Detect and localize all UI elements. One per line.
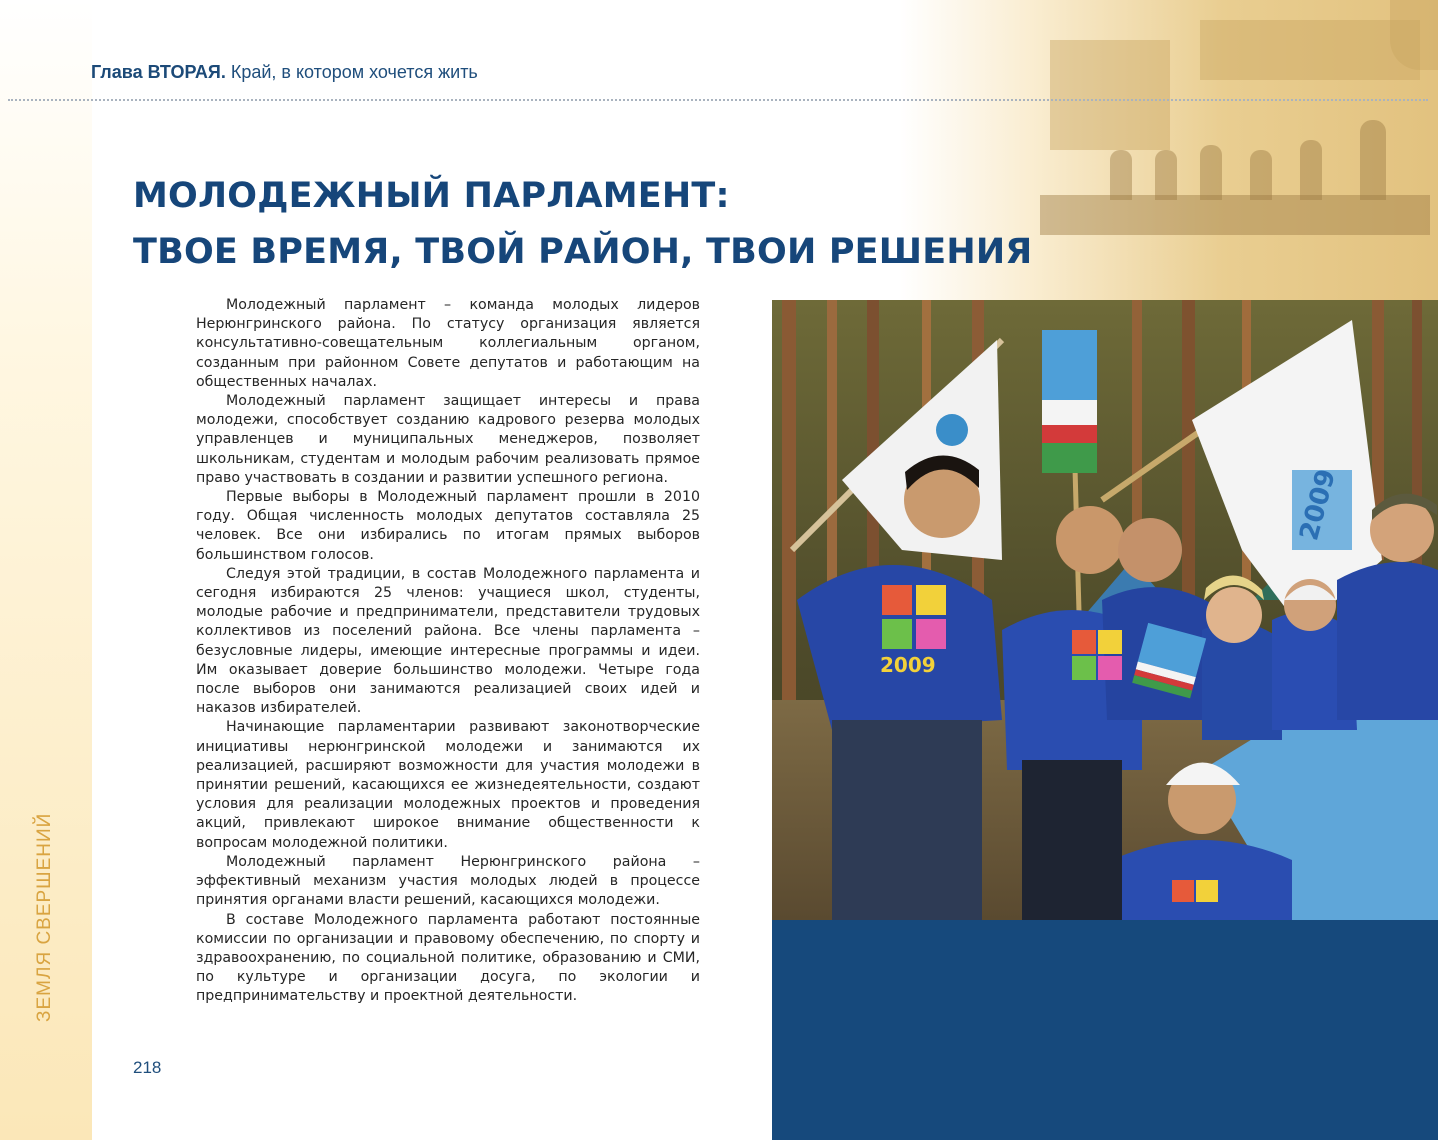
svg-text:2009: 2009 [1294,466,1342,544]
chapter-subtitle: Край, в котором хочется жить [225,62,478,82]
article-paragraph-7: В составе Молодежного парламента работают постоянные комиссии по организации и правовому обеспечению, по спорту и здравоохранению, по социальной политике, образованию и СМИ, по культуре и организации досуга, по экологии и предпринимательству и проектной деятельности. [196,911,700,1005]
article-paragraph-1: Молодежный парламент – команда молодых лидеров Нерюнгринского района. По статусу организация является консультативно-совещательным коллегиальным органом, созданным при районном Совете депутатов и работающим на общественных началах. [196,297,700,390]
article-paragraph-6: Молодежный парламент Нерюнгринского района – эффективный механизм участия молодых людей в процессе принятия органами власти решений, касающихся молодежи. [196,853,700,909]
article-title-line-1: МОЛОДЕЖНЫЙ ПАРЛАМЕНТ: [133,176,730,216]
shirt-year-text: 2009 [880,653,936,677]
side-section-title: ЗЕМЛЯ СВЕРШЕНИЙ [34,812,55,1022]
article-paragraph-5: Начинающие парламентарии развивают законотворческие инициативы нерюнгринской молодежи и занимаются их реализацией, расширяют возможности для участия молодежи в принятии решений, касающихся ее жизнедеятельности, создают условия для реализации молодежных проектов и проведения акций, привлекают широкое внимание общественности к вопросам молодежной политики. [196,719,700,851]
dotted-divider [8,99,1428,101]
chapter-header [91,62,478,83]
article-paragraph-4: Следуя этой традиции, в состав Молодежного парламента и сегодня избираются 25 членов: учащиеся школ, студенты, молодые рабочие и предприниматели, представители трудовых коллективов из поселений района. Все члены парламента – безусловные лидеры, имеющие интересные программы и идеи. Им оказывает доверие большинство молодежи. Четыре года после выборов они занимаются реализацией своих идей и наказов избирателей. [196,565,700,717]
chapter-label: Глава ВТОРАЯ. [91,62,226,82]
article-body [196,296,700,1007]
article-paragraph-3: Первые выборы в Молодежный парламент прошли в 2010 году. Общая численность молодых депутатов составляла 25 человек. Все они избирались по итогам прямых выборов большинством голосов. [196,489,700,563]
article-title-line-2: ТВОЕ ВРЕМЯ, ТВОЙ РАЙОН, ТВОИ РЕШЕНИЯ [133,232,1033,272]
youth-group-photo [772,300,1438,920]
article-title [133,168,1032,280]
blue-color-block [772,920,1438,1140]
photo-illustration [772,300,1438,920]
page-number: 218 [133,1058,162,1077]
article-paragraph-2: Молодежный парламент защищает интересы и права молодежи, способствует созданию кадрового резерва молодых управленцев и муниципальных менеджеров, позволяет школьникам, студентам и молодым рабочим реализовать прямое право участвовать в создании и развитии успешного региона. [196,393,700,486]
